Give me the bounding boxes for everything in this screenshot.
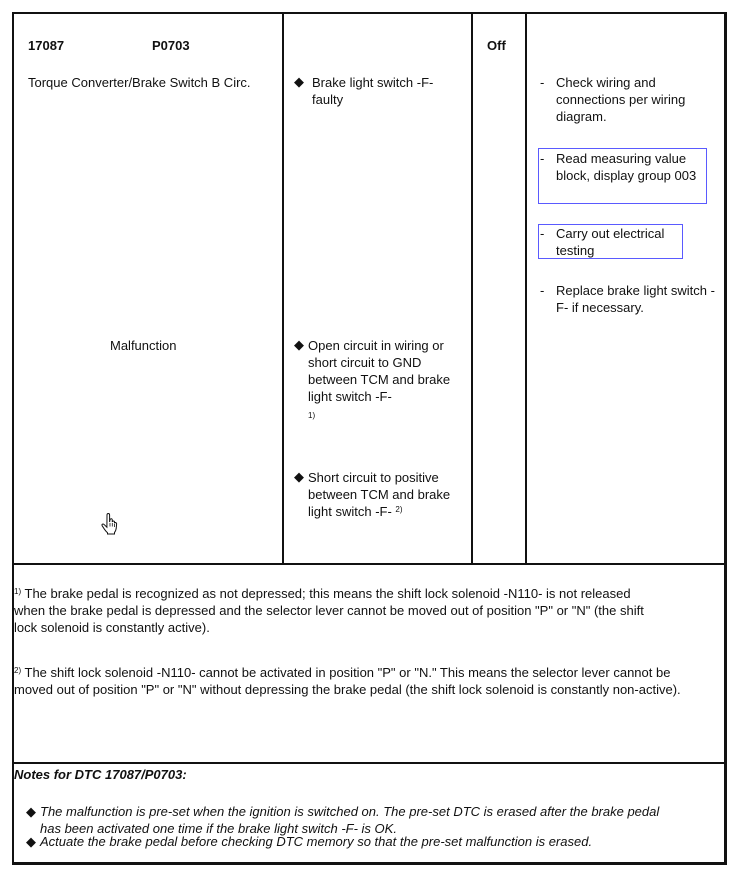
diamond-bullet-icon: ◆	[26, 834, 36, 849]
note-item	[26, 833, 646, 850]
diamond-bullet-icon: ◆	[294, 469, 304, 484]
repair-text[interactable]: Read measuring value block, display group 003	[556, 151, 697, 183]
cause-text: Brake light switch -F- faulty	[312, 75, 434, 107]
footnote-marker: 1)	[14, 587, 22, 596]
row-divider	[12, 762, 727, 764]
note-text: The malfunction is pre-set when the ignition is switched on. The pre-set DTC is erased after the brake pedal has been activated one time if the brake light switch -F- is OK.	[40, 804, 660, 836]
footnote-marker: 1)	[308, 411, 316, 420]
repair-item: - Replace brake light switch -F- if necessary.	[540, 282, 720, 316]
repair-text: Replace brake light switch -F- if necessary.	[556, 283, 715, 315]
cause-text	[308, 469, 458, 520]
column-divider	[282, 12, 284, 565]
diamond-bullet-icon: ◆	[294, 74, 304, 89]
diamond-bullet-icon: ◆	[26, 804, 36, 819]
notes-title: Notes for DTC 17087/P0703:	[14, 767, 187, 782]
dtc-table	[12, 12, 727, 865]
diamond-bullet-icon: ◆	[294, 337, 304, 352]
footnote-1	[14, 585, 664, 636]
cause-item	[294, 74, 464, 108]
cause-text-body: Short circuit to positive between TCM and brake light switch -F-	[308, 470, 451, 519]
repair-item: - Check wiring and connections per wiring diagram.	[540, 74, 715, 125]
footnote-text: The brake pedal is recognized as not depressed; this means the shift lock solenoid -N110- is not released when the brake pedal is depressed and the selector lever cannot be moved out of position "P" or "N" (the shift lock solenoid is constantly active).	[14, 586, 644, 635]
column-divider	[525, 12, 527, 565]
footnote-text: The shift lock solenoid -N110- cannot be activated in position "P" or "N." This means the selector lever cannot be moved out of position "P" or "N" without depressing the brake pedal (the shift lock solenoid is constantly non-active).	[14, 665, 681, 697]
repair-item[interactable]: - Read measuring value block, display group 003	[540, 150, 710, 184]
footnote-marker: 2)	[14, 666, 22, 675]
footnote-marker: 2)	[395, 505, 403, 514]
cause-item	[294, 469, 464, 520]
note-text: Actuate the brake pedal before checking DTC memory so that the pre-set malfunction is erased.	[40, 834, 593, 849]
repair-text: Check wiring and connections per wiring diagram.	[556, 75, 686, 124]
dtc-description: Torque Converter/Brake Switch B Circ.	[28, 75, 251, 90]
cause-text-body: Open circuit in wiring or short circuit to GND between TCM and brake light switch -F-	[308, 338, 451, 404]
footnote-2	[14, 664, 694, 698]
mil-status: Off	[487, 38, 506, 53]
repair-item[interactable]: - Carry out electrical testing	[540, 225, 685, 259]
cause-item	[294, 337, 464, 422]
malfunction-label: Malfunction	[110, 338, 177, 353]
dtc-code: 17087	[28, 38, 65, 53]
cause-text	[308, 337, 458, 422]
row-divider	[12, 563, 727, 565]
obd-code: P0703	[152, 38, 190, 53]
hand-pointer-icon	[101, 513, 119, 535]
note-item	[26, 803, 666, 837]
repair-text[interactable]: Carry out electrical testing	[556, 226, 665, 258]
column-divider	[471, 12, 473, 565]
